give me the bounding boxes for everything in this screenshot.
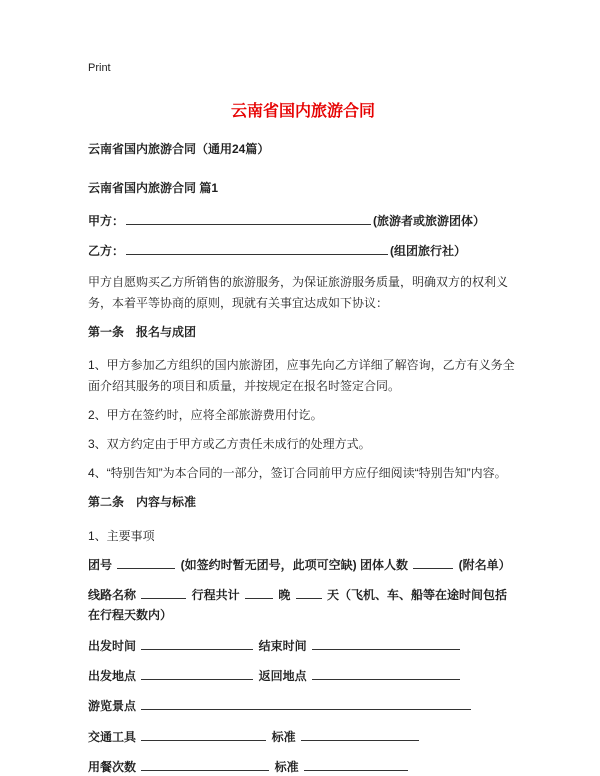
text-segment: 出发时间 — [88, 638, 140, 653]
blank-underline-field — [141, 730, 266, 741]
departure-time-row — [88, 636, 518, 656]
document-title — [88, 98, 518, 125]
text-segment: 标准 — [268, 729, 300, 744]
article-1-heading — [88, 322, 518, 342]
text-segment: 甲方自愿购买乙方所销售的旅游服务，为保证旅游服务质量，明确双方的权利义务，本着平等协商的原则，现就有关事宜达成如下协议： — [88, 274, 509, 310]
document-subtitle — [88, 139, 518, 159]
text-segment: (组团旅行社） — [390, 244, 467, 259]
clause-4 — [88, 463, 518, 484]
text-segment: 标准 — [271, 760, 303, 775]
text-segment: 交通工具 — [88, 729, 140, 744]
text-segment: 用餐次数 — [88, 760, 140, 775]
text-segment: (附名单） — [455, 557, 511, 572]
text-segment: 1、甲方参加乙方组织的国内旅游团，应事先向乙方详细了解咨询，乙方有义务全面介绍其服务的项目和质量，并按规定在报名时签定合同。 — [88, 358, 515, 394]
blank-underline-field — [126, 214, 371, 225]
clause-1 — [88, 355, 518, 397]
text-segment: 返回地点 — [255, 669, 311, 684]
text-segment: 云南省国内旅游合同（通用24篇） — [88, 142, 270, 157]
blank-underline-field — [141, 760, 269, 771]
blank-underline-field — [413, 557, 453, 568]
text-segment: 第一条 报名与成团 — [88, 324, 197, 339]
document-body — [88, 98, 518, 776]
text-segment: 第二条 内容与标准 — [88, 495, 197, 510]
blank-underline-field — [117, 557, 175, 568]
text-segment: 2、甲方在签约时，应将全部旅游费用付讫。 — [88, 408, 323, 423]
text-segment: 出发地点 — [88, 669, 140, 684]
text-segment: 线路名称 — [88, 587, 140, 602]
blank-underline-field — [301, 730, 419, 741]
route-name-row — [88, 585, 518, 626]
blank-underline-field — [312, 669, 460, 680]
text-segment: (旅游者或旅游团体） — [373, 213, 486, 228]
text-segment: 结束时间 — [255, 638, 311, 653]
blank-underline-field — [141, 669, 253, 680]
text-segment: 4、“特别告知”为本合同的一部分，签订合同前甲方应仔细阅读“特别告知”内容。 — [88, 466, 507, 481]
preamble-paragraph — [88, 272, 518, 314]
text-segment: 3、双方约定由于甲方或乙方责任未成行的处理方式。 — [88, 437, 371, 452]
main-items-label — [88, 526, 518, 547]
article-2-heading — [88, 492, 518, 512]
blank-underline-field — [296, 588, 322, 599]
blank-underline-field — [141, 699, 471, 710]
party-a-row — [88, 211, 518, 231]
text-segment: 团号 — [88, 557, 116, 572]
blank-underline-field — [304, 760, 408, 771]
clause-3 — [88, 434, 518, 455]
text-segment: 甲方： — [88, 213, 125, 228]
text-segment: 云南省国内旅游合同 篇1 — [88, 180, 219, 195]
text-segment: 晚 — [275, 587, 294, 602]
departure-place-row — [88, 666, 518, 686]
blank-underline-field — [141, 588, 186, 599]
clause-2 — [88, 405, 518, 426]
text-segment: 乙方： — [88, 244, 125, 259]
chapter-heading — [88, 178, 518, 198]
transport-row — [88, 727, 518, 747]
print-button[interactable]: Print — [88, 62, 111, 74]
text-segment: 1、主要事项 — [88, 528, 155, 543]
blank-underline-field — [245, 588, 273, 599]
blank-underline-field — [141, 639, 253, 650]
text-segment: 游览景点 — [88, 699, 140, 714]
text-segment: 行程共计 — [188, 587, 244, 602]
text-segment: 云南省国内旅游合同 — [230, 103, 375, 120]
text-segment: (如签约时暂无团号，此项可空缺) 团体人数 — [177, 557, 412, 572]
scenic-spots-row — [88, 696, 518, 716]
blank-underline-field — [126, 244, 388, 255]
text-segment: 天（飞机、车、船等在途时间包括在行程天数内） — [88, 587, 508, 623]
blank-underline-field — [312, 639, 460, 650]
meals-row — [88, 757, 518, 776]
party-b-row — [88, 241, 518, 261]
group-number-row — [88, 555, 518, 575]
